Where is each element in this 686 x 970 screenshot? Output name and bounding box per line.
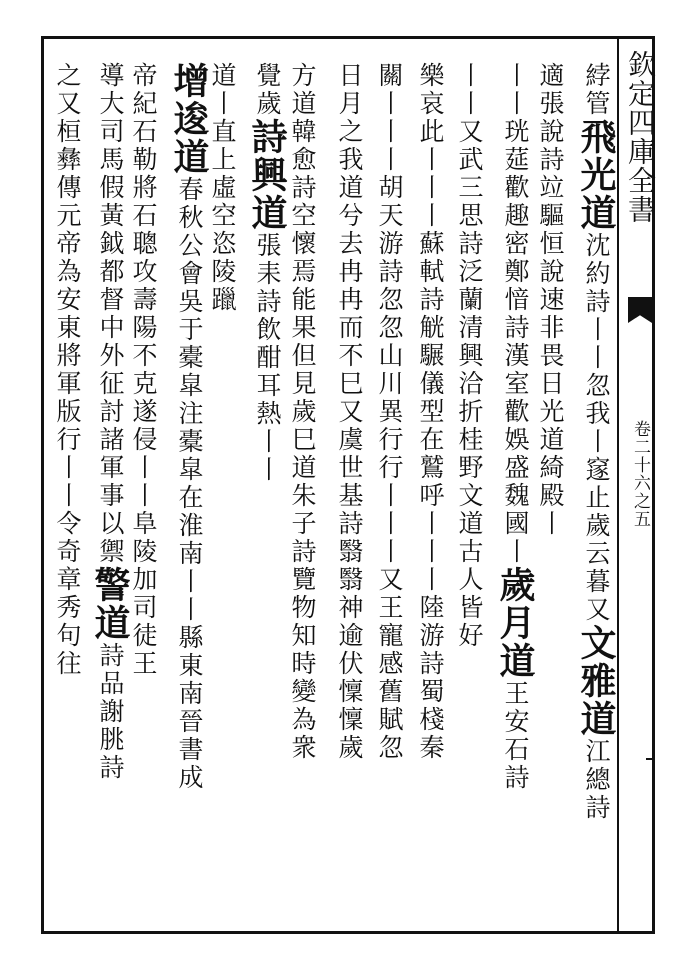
headword: 歲月道 (494, 566, 536, 680)
column-text: 丨直上虛空恣陵躐 (208, 90, 237, 314)
column-text: 綍管 (582, 62, 611, 118)
column-text: 道 (208, 62, 237, 90)
column-text: 綺殿丨 (536, 454, 565, 538)
column-text: 詩品謝朓詩 (96, 642, 125, 782)
column-text: 方道韓愈詩空懷焉能果但見歲巳道朱子詩覽物知時變為衆 (288, 62, 317, 762)
text-column-7 (337, 62, 362, 762)
column-text: 日月之我道兮去冉冉而不巳又虞世基詩翳翳神逾伏懍懍歲 (335, 62, 364, 762)
headword: 文雅道 (575, 624, 617, 738)
text-column-1 (575, 62, 617, 822)
column-text: 覺歲 (253, 62, 282, 118)
column-text: 關丨丨丨胡天游詩忽忽山川異行行丨丨丨又王寵感舊賦忽 (375, 62, 404, 762)
column-text: 沈約詩丨丨忽我丨䆳止歲云暮又 (582, 232, 611, 624)
text-column-12 (131, 62, 156, 678)
column-text: 帝紀石勒將石聰攻壽陽不克遂侵丨丨阜陵加司徒王 (129, 62, 158, 678)
text-column-8 (290, 62, 315, 762)
book-title: 欽定四庫全書 (624, 50, 657, 224)
text-column-9 (246, 62, 288, 484)
text-column-11 (168, 62, 210, 792)
column-text: 古人皆好 (455, 538, 484, 650)
column-text: 樂哀此丨丨丨蘇軾詩觥𩥇儀型在鷲呼丨丨丨陸游詩蜀棧秦 (416, 62, 445, 762)
text-column-5 (418, 62, 443, 762)
text-column-10 (210, 62, 235, 314)
column-text: 王安石詩 (501, 680, 530, 792)
column-text: 張耒詩飲酣耳熱丨丨 (253, 232, 282, 484)
column-text: 導大司馬假黃鉞都督中外征討諸軍事以禦 (96, 62, 125, 566)
headword: 詩興道 (246, 118, 288, 232)
text-column-4 (457, 62, 482, 650)
headword: 警道 (89, 566, 131, 642)
column-text: 奇章秀句往 (53, 538, 82, 678)
text-column-3 (494, 62, 536, 792)
volume-label: 卷二十六之五 (630, 420, 650, 528)
column-text: 適 (536, 62, 565, 90)
margin-tick (646, 758, 654, 760)
headword: 增逡道 (168, 62, 210, 176)
column-text: 張說詩竝驅恒說速非畏日光道 (536, 90, 565, 454)
column-text: 丨丨又武三思詩泛蘭清興洽折桂野文道 (455, 62, 484, 538)
column-text: 春秋公會吳于橐皐注橐皐在淮南丨丨縣東南晉書成 (175, 176, 204, 792)
column-text: 之又桓彝傳元帝為安東將軍版行丨丨令 (53, 62, 82, 538)
text-column-2 (538, 62, 563, 538)
column-text: 江總詩 (582, 738, 611, 822)
text-column-6 (377, 62, 402, 762)
headword: 飛光道 (575, 118, 617, 232)
text-column-14 (55, 62, 80, 678)
text-column-13 (89, 62, 131, 782)
column-text: 丨丨珖莚歡趣密鄭愔詩漢室歡娛盛魏國丨 (501, 62, 530, 566)
